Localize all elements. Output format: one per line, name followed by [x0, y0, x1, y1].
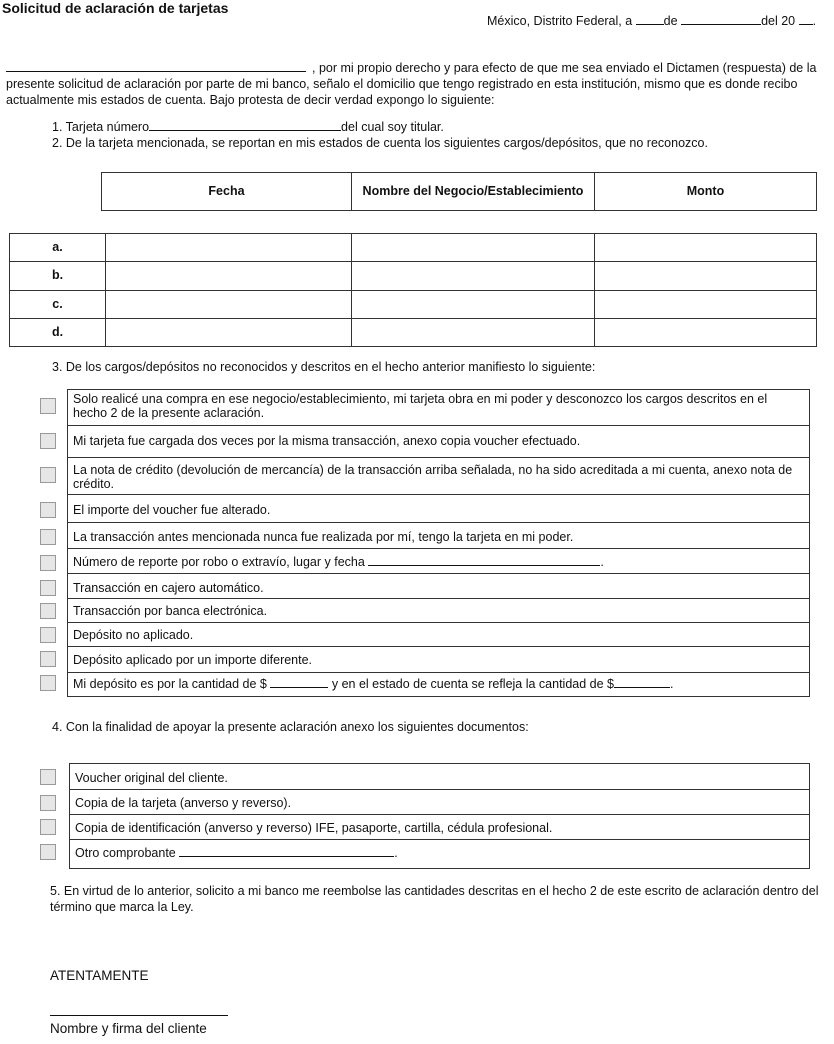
document-other: [69, 839, 810, 869]
signature-line[interactable]: [50, 1015, 228, 1016]
option-atm: Transacción en cajero automático.: [67, 573, 810, 599]
option-checkbox[interactable]: [40, 675, 56, 691]
document-voucher: Voucher original del cliente.: [69, 763, 810, 790]
header-monto: Monto: [595, 173, 817, 211]
table-row: [10, 290, 817, 318]
intro-paragraph: [6, 60, 821, 108]
statement-amount-field[interactable]: [614, 678, 670, 688]
table-row: [10, 318, 817, 346]
option-checkbox[interactable]: [40, 627, 56, 643]
document-checkbox[interactable]: [40, 769, 56, 785]
other-document-end: .: [394, 846, 398, 860]
option-theft-report: Número de reporte por robo o extravío, lugar y fecha .: [67, 548, 810, 574]
option-checkbox[interactable]: [40, 651, 56, 667]
document-id-copy: Copia de identificación (anverso y reverso) IFE, pasaporte, cartilla, cédula profesional.: [69, 814, 810, 840]
page-title: Solicitud de aclaración de tarjetas: [2, 0, 229, 16]
document-card-copy: Copia de la tarjeta (anverso y reverso).: [69, 789, 810, 815]
option-single-purchase: Solo realicé una compra en ese negocio/establecimiento, mi tarjeta obra en mi poder y desconozco los cargos descritos en el hecho 2 de la presente aclaración.: [67, 389, 810, 426]
date-del: del 20: [761, 14, 796, 28]
table-row: [10, 262, 817, 290]
statement-amount-label: y en el estado de cuenta se refleja la cantidad de $: [331, 677, 614, 691]
monto-cell[interactable]: [595, 262, 817, 290]
option-checkbox[interactable]: [40, 467, 56, 483]
monto-cell[interactable]: [595, 290, 817, 318]
item-4: 4. Con la finalidad de apoyar la presente aclaración anexo los siguientes documentos:: [52, 720, 529, 734]
document-checkbox[interactable]: [40, 819, 56, 835]
negocio-cell[interactable]: [352, 318, 595, 346]
deposit-amount-label: Mi depósito es por la cantidad de $: [73, 677, 267, 691]
item-5: 5. En virtud de lo anterior, solicito a mi banco me reembolse las cantidades descritas en el hecho 2 de este escrito de aclaración dentro del término que marca la Ley.: [50, 884, 819, 914]
item-3: 3. De los cargos/depósitos no reconocidos y descritos en el hecho anterior manifiesto lo siguiente:: [52, 360, 596, 374]
day-field[interactable]: [636, 15, 664, 25]
deposit-amount-field[interactable]: [270, 678, 328, 688]
date-prefix: México, Distrito Federal, a: [487, 14, 633, 28]
other-document-label: Otro comprobante: [75, 846, 176, 860]
option-checkbox[interactable]: [40, 398, 56, 414]
negocio-cell[interactable]: [352, 262, 595, 290]
item-1-prefix: 1. Tarjeta número: [52, 120, 150, 134]
row-label: b.: [10, 262, 106, 290]
option-deposit-different: Depósito aplicado por un importe diferente.: [67, 646, 810, 673]
fecha-cell[interactable]: [106, 262, 352, 290]
row-label: c.: [10, 290, 106, 318]
header-fecha: Fecha: [102, 173, 352, 211]
document-checkbox[interactable]: [40, 795, 56, 811]
fecha-cell[interactable]: [106, 234, 352, 262]
date-end: .: [812, 14, 817, 28]
negocio-cell[interactable]: [352, 234, 595, 262]
option-double-charge: Mi tarjeta fue cargada dos veces por la misma transacción, anexo copia voucher efectuado.: [67, 425, 810, 458]
intro-text: , por mi propio derecho y para efecto de que me sea enviado el Dictamen (respuesta) de la presente solicitud de aclaración por parte de mi banco, señalo el domicilio que tengo registrado en esta institución, mismo que es donde recibo actualmente mis estados de cuenta. Bajo protesta de decir verdad expongo lo siguiente:: [6, 61, 817, 107]
charges-table-header: [101, 172, 817, 211]
date-de: de: [663, 14, 678, 28]
item-2: 2. De la tarjeta mencionada, se reportan en mis estados de cuenta los siguientes cargos/depósitos, que no reconozco.: [52, 136, 708, 150]
option-checkbox[interactable]: [40, 580, 56, 596]
card-number-field[interactable]: [149, 121, 341, 131]
option-checkbox[interactable]: [40, 529, 56, 545]
header-negocio: Nombre del Negocio/Establecimiento: [352, 173, 595, 211]
table-row: [10, 234, 817, 262]
month-field[interactable]: [681, 15, 761, 25]
theft-report-label: Número de reporte por robo o extravío, lugar y fecha: [73, 555, 365, 569]
option-checkbox[interactable]: [40, 433, 56, 449]
option-online-banking: Transacción por banca electrónica.: [67, 598, 810, 623]
option-credit-note: La nota de crédito (devolución de mercancía) de la transacción arriba señalada, no ha sido acreditada a mi cuenta, anexo nota de crédito.: [67, 457, 810, 495]
row-label: a.: [10, 234, 106, 262]
row-label: d.: [10, 318, 106, 346]
year-field[interactable]: [799, 15, 813, 25]
document-checkbox[interactable]: [40, 844, 56, 860]
client-name-field[interactable]: [6, 62, 306, 72]
option-checkbox[interactable]: [40, 603, 56, 619]
option-voucher-altered: El importe del voucher fue alterado.: [67, 494, 810, 523]
monto-cell[interactable]: [595, 234, 817, 262]
closing-text: ATENTAMENTE: [50, 968, 149, 983]
option-checkbox[interactable]: [40, 555, 56, 571]
signature-label: Nombre y firma del cliente: [50, 1021, 207, 1036]
other-document-field[interactable]: [179, 847, 394, 857]
negocio-cell[interactable]: [352, 290, 595, 318]
date-line: [487, 14, 816, 29]
item-1: [52, 120, 444, 135]
theft-report-field[interactable]: [368, 556, 600, 566]
option-deposit-not-applied: Depósito no aplicado.: [67, 622, 810, 647]
fecha-cell[interactable]: [106, 318, 352, 346]
deposit-amount-end: .: [670, 677, 674, 691]
charges-table: [9, 233, 817, 347]
option-never-made: La transacción antes mencionada nunca fue realizada por mí, tengo la tarjeta en mi poder.: [67, 522, 810, 549]
monto-cell[interactable]: [595, 318, 817, 346]
item-1-suffix: del cual soy titular.: [341, 120, 444, 134]
option-checkbox[interactable]: [40, 502, 56, 518]
option-deposit-amount: [67, 672, 810, 697]
fecha-cell[interactable]: [106, 290, 352, 318]
